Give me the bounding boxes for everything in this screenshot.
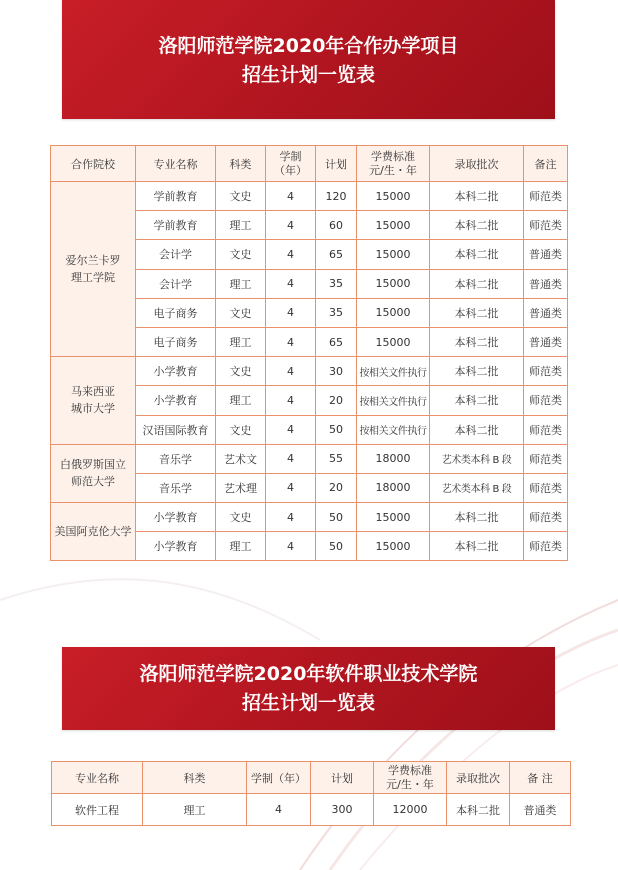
- cell-major: 汉语国际教育: [136, 415, 216, 444]
- section1-title-line1: 洛阳师范学院2020年合作办学项目: [158, 35, 459, 57]
- cell-duration: 4: [247, 794, 311, 826]
- cell-plan: 55: [316, 444, 357, 473]
- cell-duration: 4: [266, 240, 316, 269]
- cell-major: 音乐学: [136, 473, 216, 502]
- table-header-row: [52, 762, 571, 794]
- header-fee-line1: 学费标准: [388, 763, 432, 777]
- cell-subject: 理工: [216, 269, 266, 298]
- cell-duration: 4: [266, 503, 316, 532]
- header-major: 专业名称: [136, 146, 216, 182]
- header-major: 专业名称: [52, 762, 143, 794]
- cell-fee: 12000: [374, 794, 447, 826]
- cell-plan: 65: [316, 240, 357, 269]
- header-fee: [374, 762, 447, 794]
- cell-duration: 4: [266, 182, 316, 211]
- cell-subject: 理工: [216, 211, 266, 240]
- cell-fee: 15000: [357, 503, 430, 532]
- cell-duration: 4: [266, 211, 316, 240]
- cell-major: 电子商务: [136, 327, 216, 356]
- cell-major: 电子商务: [136, 298, 216, 327]
- cell-note: 普通类: [524, 269, 568, 298]
- cell-fee: 按相关文件执行: [357, 357, 430, 386]
- cell-note: 普通类: [524, 298, 568, 327]
- cell-major: 小学教育: [136, 503, 216, 532]
- header-duration: 学制（年）: [247, 762, 311, 794]
- cell-major: 学前教育: [136, 211, 216, 240]
- cell-plan: 50: [316, 532, 357, 561]
- cell-note: 普通类: [524, 327, 568, 356]
- cell-subject: 文史: [216, 182, 266, 211]
- school-cell: [51, 503, 136, 561]
- cell-plan: 300: [311, 794, 374, 826]
- header-plan: 计划: [316, 146, 357, 182]
- cell-fee: 15000: [357, 182, 430, 211]
- section2-title-line2: 招生计划一览表: [241, 692, 375, 714]
- cell-batch: 本科二批: [430, 503, 524, 532]
- cell-note: 师范类: [524, 386, 568, 415]
- cell-batch: 本科二批: [430, 386, 524, 415]
- cell-duration: 4: [266, 298, 316, 327]
- section2-title-line1: 洛阳师范学院2020年软件职业技术学院: [139, 663, 478, 685]
- cell-batch: 本科二批: [430, 211, 524, 240]
- cell-plan: 20: [316, 473, 357, 502]
- cell-batch: 本科二批: [430, 357, 524, 386]
- cooperative-program-table: [50, 145, 568, 561]
- cell-subject: 文史: [216, 357, 266, 386]
- header-subject: 科类: [143, 762, 247, 794]
- table-row: [51, 503, 568, 532]
- cell-batch: 本科二批: [430, 327, 524, 356]
- cell-batch: 本科二批: [430, 415, 524, 444]
- cell-batch: 本科二批: [430, 240, 524, 269]
- cell-subject: 艺术文: [216, 444, 266, 473]
- cell-duration: 4: [266, 357, 316, 386]
- header-fee-line2: 元/生・年: [386, 777, 434, 791]
- header-fee-line2: 元/生・年: [369, 163, 417, 177]
- school-name-line1: 白俄罗斯国立: [60, 458, 126, 472]
- cell-fee: 18000: [357, 473, 430, 502]
- header-duration: [266, 146, 316, 182]
- cell-batch: 本科二批: [430, 532, 524, 561]
- header-batch: 录取批次: [430, 146, 524, 182]
- school-cell: [51, 444, 136, 502]
- cell-subject: 理工: [216, 386, 266, 415]
- cell-plan: 60: [316, 211, 357, 240]
- cell-note: 师范类: [524, 503, 568, 532]
- cell-note: 师范类: [524, 182, 568, 211]
- cell-plan: 120: [316, 182, 357, 211]
- header-fee: [357, 146, 430, 182]
- cell-fee: 18000: [357, 444, 430, 473]
- cell-plan: 30: [316, 357, 357, 386]
- school-name-line1: 美国阿克伦大学: [54, 525, 132, 539]
- cell-major: 小学教育: [136, 357, 216, 386]
- cell-major: 软件工程: [52, 794, 143, 826]
- cell-note: 师范类: [524, 211, 568, 240]
- cell-batch: 艺术类本科 B 段: [430, 473, 524, 502]
- cell-note: 师范类: [524, 415, 568, 444]
- cell-duration: 4: [266, 532, 316, 561]
- school-name-line1: 爱尔兰卡罗: [65, 254, 121, 268]
- cell-plan: 35: [316, 269, 357, 298]
- cell-duration: 4: [266, 327, 316, 356]
- cell-subject: 文史: [216, 415, 266, 444]
- table-row: [51, 357, 568, 386]
- cell-major: 会计学: [136, 240, 216, 269]
- cell-major: 音乐学: [136, 444, 216, 473]
- cell-subject: 文史: [216, 298, 266, 327]
- cell-batch: 艺术类本科 B 段: [430, 444, 524, 473]
- cell-subject: 文史: [216, 503, 266, 532]
- cell-note: 普通类: [510, 794, 571, 826]
- school-cell: [51, 182, 136, 357]
- cell-note: 师范类: [524, 444, 568, 473]
- cell-batch: 本科二批: [447, 794, 510, 826]
- cell-note: 师范类: [524, 473, 568, 502]
- table-row: [52, 794, 571, 826]
- header-school: 合作院校: [51, 146, 136, 182]
- header-subject: 科类: [216, 146, 266, 182]
- cell-fee: 15000: [357, 298, 430, 327]
- header-batch: 录取批次: [447, 762, 510, 794]
- header-note: 备 注: [510, 762, 571, 794]
- cell-subject: 理工: [216, 327, 266, 356]
- software-college-table: [51, 761, 571, 826]
- section2-title-banner: [62, 647, 555, 730]
- cell-major: 小学教育: [136, 386, 216, 415]
- cell-fee: 按相关文件执行: [357, 386, 430, 415]
- cell-duration: 4: [266, 415, 316, 444]
- header-duration-line1: 学制: [279, 149, 302, 163]
- school-name-line2: 城市大学: [71, 402, 115, 416]
- cell-fee: 15000: [357, 327, 430, 356]
- table-row: [51, 444, 568, 473]
- cell-duration: 4: [266, 444, 316, 473]
- table-header-row: [51, 146, 568, 182]
- cell-plan: 50: [316, 415, 357, 444]
- cell-note: 师范类: [524, 532, 568, 561]
- cell-subject: 理工: [216, 532, 266, 561]
- cell-major: 学前教育: [136, 182, 216, 211]
- cell-major: 会计学: [136, 269, 216, 298]
- cell-duration: 4: [266, 269, 316, 298]
- cell-subject: 艺术理: [216, 473, 266, 502]
- header-plan: 计划: [311, 762, 374, 794]
- cell-major: 小学教育: [136, 532, 216, 561]
- cell-batch: 本科二批: [430, 182, 524, 211]
- cell-plan: 35: [316, 298, 357, 327]
- cell-fee: 15000: [357, 269, 430, 298]
- school-cell: [51, 357, 136, 445]
- header-fee-line1: 学费标准: [371, 149, 415, 163]
- cell-note: 普通类: [524, 240, 568, 269]
- header-note: 备注: [524, 146, 568, 182]
- section1-title-banner: [62, 0, 555, 119]
- school-name-line1: 马来西亚: [71, 385, 115, 399]
- cell-duration: 4: [266, 386, 316, 415]
- cell-plan: 20: [316, 386, 357, 415]
- cell-note: 师范类: [524, 357, 568, 386]
- table-row: [51, 182, 568, 211]
- cell-plan: 50: [316, 503, 357, 532]
- school-name-line2: 师范大学: [71, 475, 115, 489]
- school-name-line2: 理工学院: [71, 271, 115, 285]
- cell-subject: 文史: [216, 240, 266, 269]
- cell-subject: 理工: [143, 794, 247, 826]
- header-duration-line2: （年）: [274, 163, 307, 177]
- cell-fee: 15000: [357, 240, 430, 269]
- cell-plan: 65: [316, 327, 357, 356]
- cell-batch: 本科二批: [430, 298, 524, 327]
- cell-duration: 4: [266, 473, 316, 502]
- cell-fee: 15000: [357, 211, 430, 240]
- section1-title-line2: 招生计划一览表: [241, 64, 375, 86]
- cell-fee: 15000: [357, 532, 430, 561]
- cell-fee: 按相关文件执行: [357, 415, 430, 444]
- cell-batch: 本科二批: [430, 269, 524, 298]
